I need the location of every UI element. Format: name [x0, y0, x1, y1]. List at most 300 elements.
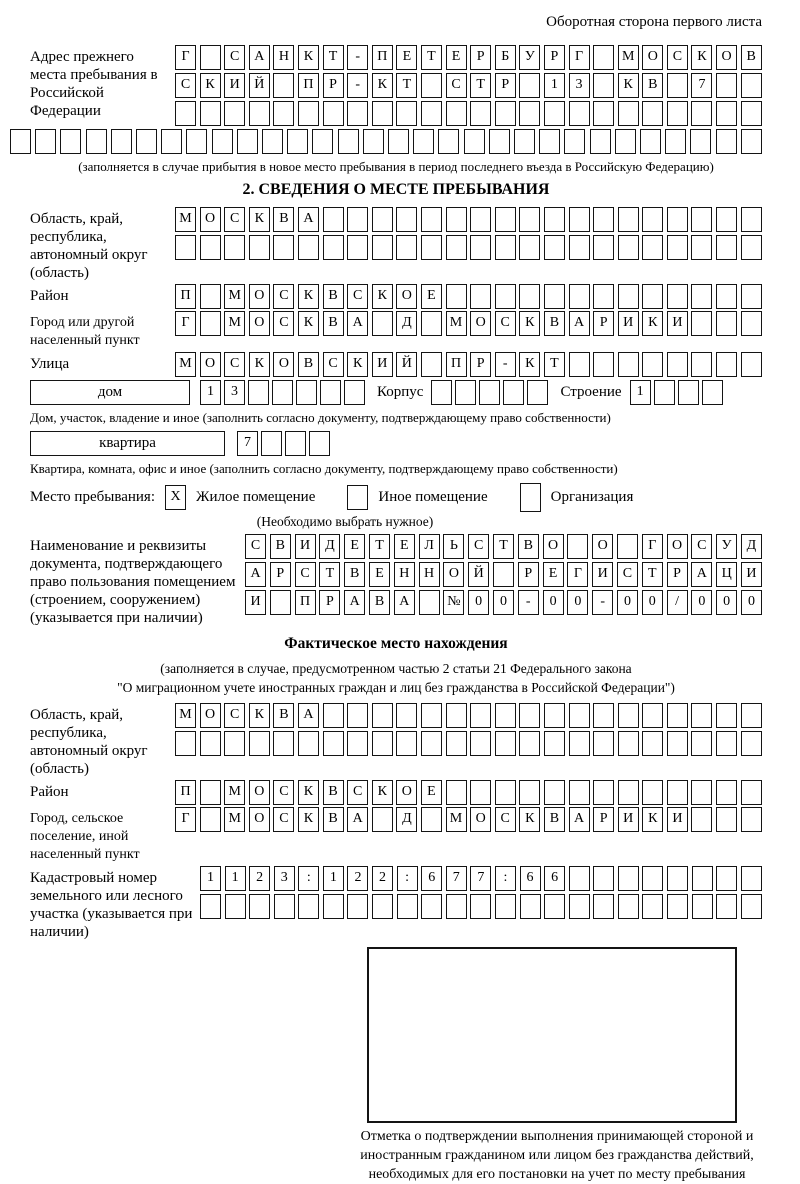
char-cell[interactable]	[741, 703, 762, 728]
char-cell[interactable]: С	[495, 807, 516, 832]
char-cell[interactable]: О	[249, 780, 270, 805]
char-cell[interactable]: О	[592, 534, 613, 559]
char-cell[interactable]: П	[372, 45, 393, 70]
char-cell[interactable]	[388, 129, 409, 154]
char-cell[interactable]: 7	[237, 431, 258, 456]
char-cell[interactable]	[716, 73, 737, 98]
char-cell[interactable]	[479, 380, 500, 405]
char-cell[interactable]: М	[224, 780, 245, 805]
char-cell[interactable]	[421, 352, 442, 377]
char-cell[interactable]	[464, 129, 485, 154]
char-cell[interactable]: И	[667, 807, 688, 832]
char-cell[interactable]	[111, 129, 132, 154]
char-cell[interactable]: Д	[319, 534, 340, 559]
char-cell[interactable]	[200, 101, 221, 126]
char-cell[interactable]: Р	[319, 590, 340, 615]
char-cell[interactable]	[691, 780, 712, 805]
char-cell[interactable]	[296, 380, 317, 405]
char-cell[interactable]	[667, 780, 688, 805]
char-cell[interactable]	[716, 894, 737, 919]
char-cell[interactable]: 1	[323, 866, 344, 891]
char-cell[interactable]	[716, 731, 737, 756]
char-cell[interactable]: С	[273, 780, 294, 805]
char-cell[interactable]	[396, 207, 417, 232]
char-cell[interactable]	[667, 284, 688, 309]
char-cell[interactable]	[372, 807, 393, 832]
char-cell[interactable]	[309, 431, 330, 456]
char-cell[interactable]	[396, 101, 417, 126]
char-cell[interactable]: К	[298, 807, 319, 832]
char-cell[interactable]: Н	[419, 562, 440, 587]
char-cell[interactable]	[593, 207, 614, 232]
char-cell[interactable]	[323, 731, 344, 756]
char-cell[interactable]: О	[543, 534, 564, 559]
char-cell[interactable]	[86, 129, 107, 154]
char-cell[interactable]	[298, 101, 319, 126]
char-cell[interactable]: Е	[421, 780, 442, 805]
char-cell[interactable]	[519, 73, 540, 98]
char-cell[interactable]	[569, 235, 590, 260]
char-cell[interactable]	[372, 311, 393, 336]
char-cell[interactable]	[372, 207, 393, 232]
char-cell[interactable]	[200, 284, 221, 309]
char-cell[interactable]	[519, 235, 540, 260]
char-cell[interactable]	[470, 101, 491, 126]
char-cell[interactable]	[593, 284, 614, 309]
char-cell[interactable]: 0	[617, 590, 638, 615]
char-cell[interactable]: 2	[249, 866, 270, 891]
char-cell[interactable]: К	[249, 352, 270, 377]
char-cell[interactable]	[569, 101, 590, 126]
char-cell[interactable]: Т	[396, 73, 417, 98]
char-cell[interactable]	[323, 703, 344, 728]
char-cell[interactable]: А	[344, 590, 365, 615]
char-cell[interactable]: 1	[200, 866, 221, 891]
char-cell[interactable]: С	[495, 311, 516, 336]
char-cell[interactable]	[741, 101, 762, 126]
char-cell[interactable]	[200, 807, 221, 832]
char-cell[interactable]	[446, 101, 467, 126]
char-cell[interactable]: 3	[224, 380, 245, 405]
char-cell[interactable]	[741, 235, 762, 260]
char-cell[interactable]	[470, 235, 491, 260]
char-cell[interactable]	[593, 101, 614, 126]
char-cell[interactable]	[495, 101, 516, 126]
char-cell[interactable]	[372, 235, 393, 260]
char-cell[interactable]	[544, 284, 565, 309]
char-cell[interactable]	[618, 207, 639, 232]
char-cell[interactable]	[323, 101, 344, 126]
char-cell[interactable]: -	[347, 45, 368, 70]
char-cell[interactable]: Е	[369, 562, 390, 587]
char-cell[interactable]: Д	[741, 534, 762, 559]
char-cell[interactable]	[519, 207, 540, 232]
char-cell[interactable]: А	[249, 45, 270, 70]
char-cell[interactable]: И	[245, 590, 266, 615]
char-cell[interactable]	[567, 534, 588, 559]
char-cell[interactable]	[618, 866, 639, 891]
char-cell[interactable]: О	[249, 807, 270, 832]
char-cell[interactable]	[287, 129, 308, 154]
char-cell[interactable]	[618, 352, 639, 377]
char-cell[interactable]	[678, 380, 699, 405]
char-cell[interactable]	[716, 807, 737, 832]
char-cell[interactable]	[224, 731, 245, 756]
char-cell[interactable]	[519, 284, 540, 309]
char-cell[interactable]	[615, 129, 636, 154]
char-cell[interactable]	[312, 129, 333, 154]
char-cell[interactable]: А	[245, 562, 266, 587]
char-cell[interactable]: И	[618, 311, 639, 336]
char-cell[interactable]: 6	[544, 866, 565, 891]
char-cell[interactable]	[224, 235, 245, 260]
char-cell[interactable]: В	[642, 73, 663, 98]
char-cell[interactable]	[347, 703, 368, 728]
checkbox-residential[interactable]: X	[165, 485, 186, 510]
char-cell[interactable]	[667, 207, 688, 232]
char-cell[interactable]: Е	[421, 284, 442, 309]
char-cell[interactable]: А	[298, 207, 319, 232]
char-cell[interactable]: О	[396, 284, 417, 309]
char-cell[interactable]: С	[273, 311, 294, 336]
char-cell[interactable]: И	[372, 352, 393, 377]
char-cell[interactable]	[200, 894, 221, 919]
char-cell[interactable]: Е	[344, 534, 365, 559]
char-cell[interactable]: :	[397, 866, 418, 891]
char-cell[interactable]	[421, 731, 442, 756]
char-cell[interactable]: К	[298, 311, 319, 336]
char-cell[interactable]: Р	[270, 562, 291, 587]
char-cell[interactable]	[569, 894, 590, 919]
char-cell[interactable]: 0	[493, 590, 514, 615]
char-cell[interactable]: Г	[642, 534, 663, 559]
char-cell[interactable]	[200, 235, 221, 260]
char-cell[interactable]	[60, 129, 81, 154]
char-cell[interactable]	[716, 101, 737, 126]
char-cell[interactable]: Д	[396, 807, 417, 832]
char-cell[interactable]: С	[347, 780, 368, 805]
char-cell[interactable]: О	[716, 45, 737, 70]
char-cell[interactable]: М	[175, 703, 196, 728]
char-cell[interactable]	[175, 101, 196, 126]
char-cell[interactable]	[438, 129, 459, 154]
char-cell[interactable]: Г	[175, 45, 196, 70]
char-cell[interactable]	[692, 866, 713, 891]
char-cell[interactable]: О	[443, 562, 464, 587]
char-cell[interactable]: М	[446, 311, 467, 336]
char-cell[interactable]: Г	[175, 311, 196, 336]
char-cell[interactable]: П	[298, 73, 319, 98]
char-cell[interactable]	[200, 780, 221, 805]
checkbox-other-premises[interactable]	[347, 485, 368, 510]
char-cell[interactable]: О	[667, 534, 688, 559]
char-cell[interactable]	[495, 207, 516, 232]
char-cell[interactable]	[249, 235, 270, 260]
char-cell[interactable]: Т	[544, 352, 565, 377]
char-cell[interactable]: Н	[273, 45, 294, 70]
char-cell[interactable]: К	[298, 45, 319, 70]
char-cell[interactable]	[372, 731, 393, 756]
char-cell[interactable]	[248, 380, 269, 405]
char-cell[interactable]	[495, 894, 516, 919]
house-type-box[interactable]: дом	[30, 380, 190, 405]
char-cell[interactable]: П	[295, 590, 316, 615]
char-cell[interactable]: М	[224, 311, 245, 336]
char-cell[interactable]: 7	[470, 866, 491, 891]
char-cell[interactable]: Г	[567, 562, 588, 587]
char-cell[interactable]: В	[323, 807, 344, 832]
char-cell[interactable]	[503, 380, 524, 405]
char-cell[interactable]: О	[200, 703, 221, 728]
char-cell[interactable]	[363, 129, 384, 154]
char-cell[interactable]	[544, 731, 565, 756]
char-cell[interactable]: В	[323, 311, 344, 336]
char-cell[interactable]	[642, 731, 663, 756]
char-cell[interactable]	[593, 352, 614, 377]
char-cell[interactable]: 2	[372, 866, 393, 891]
char-cell[interactable]	[691, 207, 712, 232]
char-cell[interactable]: Т	[323, 45, 344, 70]
char-cell[interactable]: Т	[421, 45, 442, 70]
char-cell[interactable]	[569, 352, 590, 377]
char-cell[interactable]	[691, 101, 712, 126]
char-cell[interactable]: О	[200, 207, 221, 232]
char-cell[interactable]	[320, 380, 341, 405]
char-cell[interactable]: М	[175, 352, 196, 377]
char-cell[interactable]: С	[667, 45, 688, 70]
char-cell[interactable]	[527, 380, 548, 405]
char-cell[interactable]	[691, 352, 712, 377]
char-cell[interactable]: А	[347, 311, 368, 336]
char-cell[interactable]: В	[544, 311, 565, 336]
char-cell[interactable]: Р	[544, 45, 565, 70]
char-cell[interactable]: О	[470, 807, 491, 832]
char-cell[interactable]	[396, 731, 417, 756]
char-cell[interactable]	[446, 207, 467, 232]
char-cell[interactable]: А	[394, 590, 415, 615]
char-cell[interactable]	[347, 731, 368, 756]
char-cell[interactable]: К	[642, 807, 663, 832]
char-cell[interactable]	[225, 894, 246, 919]
char-cell[interactable]	[470, 284, 491, 309]
char-cell[interactable]: П	[175, 284, 196, 309]
char-cell[interactable]	[741, 894, 762, 919]
char-cell[interactable]: О	[249, 284, 270, 309]
char-cell[interactable]	[544, 235, 565, 260]
char-cell[interactable]	[323, 894, 344, 919]
char-cell[interactable]: К	[372, 284, 393, 309]
char-cell[interactable]	[495, 703, 516, 728]
char-cell[interactable]: А	[569, 311, 590, 336]
char-cell[interactable]: С	[691, 534, 712, 559]
char-cell[interactable]: 6	[520, 866, 541, 891]
char-cell[interactable]	[262, 129, 283, 154]
char-cell[interactable]	[741, 780, 762, 805]
char-cell[interactable]	[642, 101, 663, 126]
char-cell[interactable]	[716, 207, 737, 232]
char-cell[interactable]: С	[224, 703, 245, 728]
char-cell[interactable]	[446, 235, 467, 260]
char-cell[interactable]	[323, 207, 344, 232]
char-cell[interactable]	[691, 311, 712, 336]
char-cell[interactable]: 7	[691, 73, 712, 98]
char-cell[interactable]: И	[741, 562, 762, 587]
char-cell[interactable]	[691, 284, 712, 309]
char-cell[interactable]	[702, 380, 723, 405]
char-cell[interactable]	[716, 780, 737, 805]
char-cell[interactable]	[372, 703, 393, 728]
char-cell[interactable]: К	[519, 311, 540, 336]
char-cell[interactable]	[470, 894, 491, 919]
char-cell[interactable]: П	[175, 780, 196, 805]
char-cell[interactable]	[569, 780, 590, 805]
char-cell[interactable]	[200, 311, 221, 336]
char-cell[interactable]	[495, 731, 516, 756]
char-cell[interactable]	[741, 866, 762, 891]
char-cell[interactable]	[665, 129, 686, 154]
char-cell[interactable]	[421, 311, 442, 336]
char-cell[interactable]	[741, 352, 762, 377]
char-cell[interactable]	[261, 431, 282, 456]
char-cell[interactable]	[347, 101, 368, 126]
char-cell[interactable]	[186, 129, 207, 154]
char-cell[interactable]: И	[224, 73, 245, 98]
char-cell[interactable]	[593, 73, 614, 98]
char-cell[interactable]: С	[446, 73, 467, 98]
char-cell[interactable]: Н	[394, 562, 415, 587]
char-cell[interactable]	[716, 703, 737, 728]
char-cell[interactable]	[716, 284, 737, 309]
char-cell[interactable]: К	[519, 352, 540, 377]
char-cell[interactable]	[691, 235, 712, 260]
char-cell[interactable]	[446, 731, 467, 756]
char-cell[interactable]	[569, 284, 590, 309]
char-cell[interactable]: Й	[249, 73, 270, 98]
char-cell[interactable]: 0	[716, 590, 737, 615]
char-cell[interactable]	[618, 235, 639, 260]
char-cell[interactable]	[520, 894, 541, 919]
char-cell[interactable]	[618, 731, 639, 756]
char-cell[interactable]: 2	[347, 866, 368, 891]
char-cell[interactable]	[642, 703, 663, 728]
char-cell[interactable]: /	[667, 590, 688, 615]
char-cell[interactable]	[237, 129, 258, 154]
char-cell[interactable]: С	[347, 284, 368, 309]
char-cell[interactable]: К	[347, 352, 368, 377]
char-cell[interactable]	[692, 894, 713, 919]
char-cell[interactable]	[691, 703, 712, 728]
char-cell[interactable]: У	[519, 45, 540, 70]
char-cell[interactable]: Т	[493, 534, 514, 559]
char-cell[interactable]: Е	[543, 562, 564, 587]
char-cell[interactable]: Д	[396, 311, 417, 336]
char-cell[interactable]: :	[298, 866, 319, 891]
char-cell[interactable]	[347, 207, 368, 232]
char-cell[interactable]: В	[518, 534, 539, 559]
char-cell[interactable]: О	[273, 352, 294, 377]
char-cell[interactable]	[446, 703, 467, 728]
char-cell[interactable]	[455, 380, 476, 405]
char-cell[interactable]	[421, 207, 442, 232]
char-cell[interactable]	[470, 731, 491, 756]
char-cell[interactable]: К	[618, 73, 639, 98]
char-cell[interactable]	[667, 894, 688, 919]
char-cell[interactable]	[519, 780, 540, 805]
char-cell[interactable]	[470, 703, 491, 728]
char-cell[interactable]: В	[270, 534, 291, 559]
char-cell[interactable]: Р	[667, 562, 688, 587]
char-cell[interactable]: Ь	[443, 534, 464, 559]
char-cell[interactable]: С	[273, 807, 294, 832]
char-cell[interactable]	[667, 731, 688, 756]
char-cell[interactable]	[654, 380, 675, 405]
char-cell[interactable]: А	[347, 807, 368, 832]
char-cell[interactable]: С	[224, 352, 245, 377]
char-cell[interactable]	[544, 207, 565, 232]
char-cell[interactable]	[716, 129, 737, 154]
char-cell[interactable]: Е	[394, 534, 415, 559]
char-cell[interactable]	[161, 129, 182, 154]
char-cell[interactable]: П	[446, 352, 467, 377]
char-cell[interactable]: 6	[421, 866, 442, 891]
char-cell[interactable]	[397, 894, 418, 919]
char-cell[interactable]	[285, 431, 306, 456]
char-cell[interactable]: О	[470, 311, 491, 336]
char-cell[interactable]: В	[741, 45, 762, 70]
char-cell[interactable]	[419, 590, 440, 615]
char-cell[interactable]	[716, 311, 737, 336]
char-cell[interactable]: 1	[630, 380, 651, 405]
char-cell[interactable]: 3	[274, 866, 295, 891]
char-cell[interactable]: М	[446, 807, 467, 832]
char-cell[interactable]	[691, 731, 712, 756]
char-cell[interactable]: К	[519, 807, 540, 832]
char-cell[interactable]	[396, 235, 417, 260]
char-cell[interactable]	[642, 866, 663, 891]
char-cell[interactable]: О	[200, 352, 221, 377]
char-cell[interactable]: 0	[543, 590, 564, 615]
char-cell[interactable]	[618, 101, 639, 126]
char-cell[interactable]: Б	[495, 45, 516, 70]
char-cell[interactable]: Й	[468, 562, 489, 587]
char-cell[interactable]: Р	[323, 73, 344, 98]
char-cell[interactable]	[519, 731, 540, 756]
char-cell[interactable]: В	[273, 703, 294, 728]
char-cell[interactable]	[175, 731, 196, 756]
char-cell[interactable]: Р	[470, 352, 491, 377]
char-cell[interactable]	[519, 703, 540, 728]
char-cell[interactable]: Р	[518, 562, 539, 587]
char-cell[interactable]	[212, 129, 233, 154]
char-cell[interactable]: 3	[569, 73, 590, 98]
char-cell[interactable]	[590, 129, 611, 154]
char-cell[interactable]: Р	[470, 45, 491, 70]
char-cell[interactable]: М	[224, 807, 245, 832]
char-cell[interactable]: Т	[369, 534, 390, 559]
char-cell[interactable]	[421, 235, 442, 260]
char-cell[interactable]	[618, 780, 639, 805]
char-cell[interactable]	[642, 235, 663, 260]
char-cell[interactable]	[495, 284, 516, 309]
char-cell[interactable]: К	[642, 311, 663, 336]
char-cell[interactable]	[564, 129, 585, 154]
char-cell[interactable]	[593, 235, 614, 260]
char-cell[interactable]	[136, 129, 157, 154]
char-cell[interactable]	[396, 703, 417, 728]
char-cell[interactable]	[273, 101, 294, 126]
char-cell[interactable]	[640, 129, 661, 154]
char-cell[interactable]: К	[691, 45, 712, 70]
